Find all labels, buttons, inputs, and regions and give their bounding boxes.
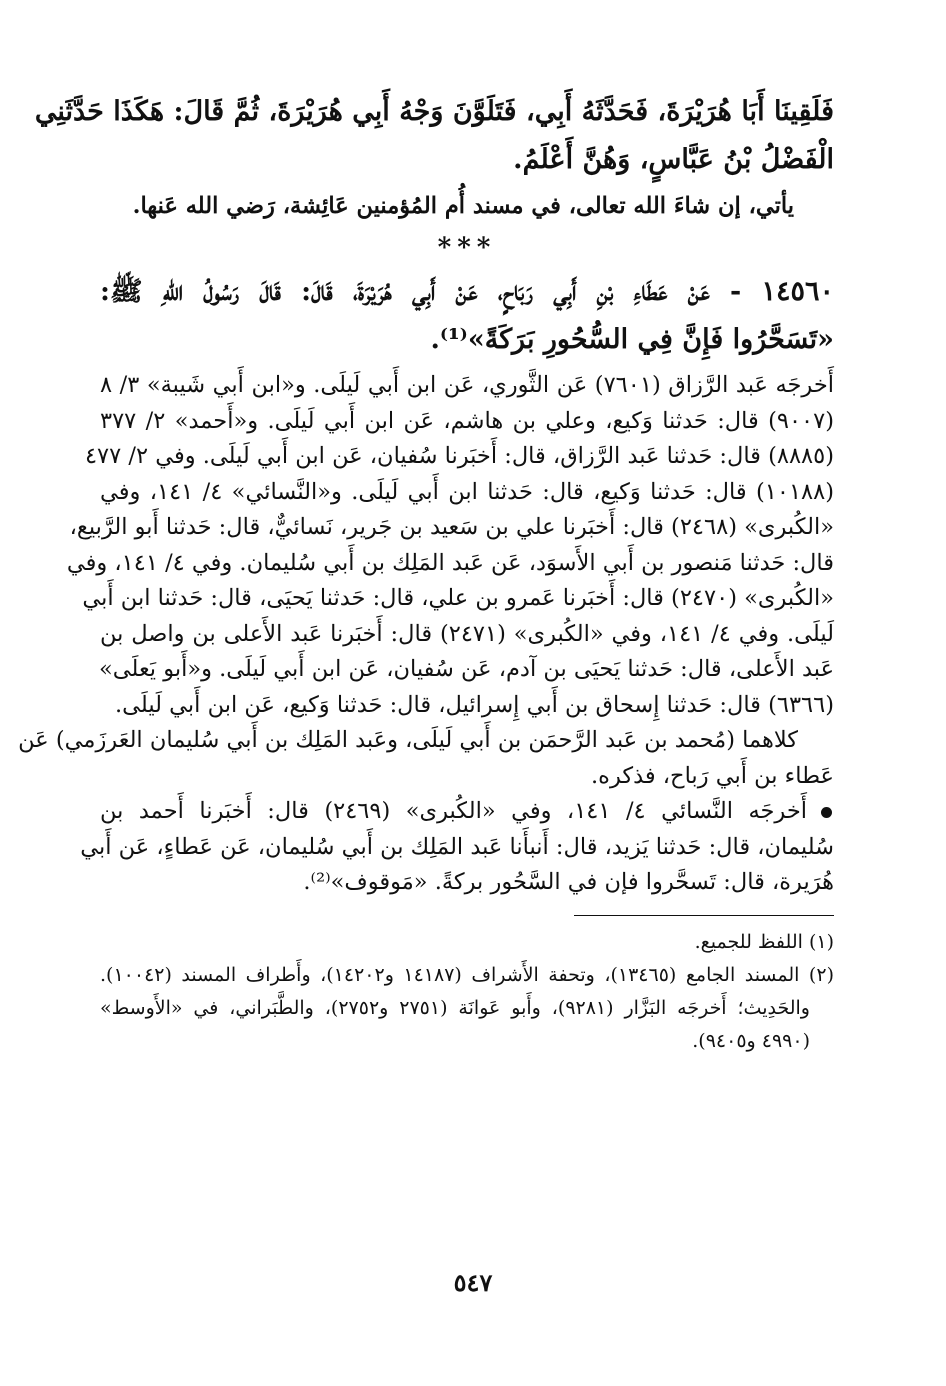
bullet-line-text: أَخرجَه النَّسائي ٤/ ١٤١، وفي «الكُبرى» (٢٤٦٩) قال: أَخبَرنا أَحمد بن <box>100 798 807 824</box>
takhrij-line: عَبد الأَعلى، قال: حَدثنا يَحيَى بن آدم، عَن سُفيان، عَن ابن أَبي لَيلَى. و«أَبو يَعلَى» <box>98 656 834 682</box>
takhrij-paragraph <box>66 368 835 723</box>
bullet-line: هُرَيرة، قال: تَسحَّروا فإن في السَّحُور بركةً. «مَوقوف»⁽²⁾. <box>303 869 834 895</box>
hadith-14560 <box>100 268 834 364</box>
takhrij-line: «الكُبرى» (٢٤٧٠) قال: أَخبَرنا عَمرو بن علي، قال: حَدثنا يَحيَى، قال: حَدثنا ابن أَبي <box>82 585 834 611</box>
takhrij-line: لَيلَى. وفي ٤/ ١٤١، وفي «الكُبرى» (٢٤٧١) قال: أَخبَرنا عَبد الأَعلى بن واصل بن <box>100 620 834 647</box>
footnote-2-line: (٢) المسند الجامع (١٣٤٦٥)، وتحفة الأَشراف (١٤١٨٧ و١٤٢٠٢)، وأَطراف المسند (١٠٠٤٢). <box>100 963 834 986</box>
takhrij-line: (٩٠٠٧) قال: حَدثنا وَكيع، وعلي بن هاشم، عَن ابن أَبي لَيلَى. و«أَحمد» ٢/ ٣٧٧ <box>100 407 835 434</box>
footnote-1: (١) اللفظ للجميع. <box>694 930 834 953</box>
bullet-paragraph <box>80 794 834 901</box>
page-number: ٥٤٧ <box>453 1268 493 1297</box>
hadith-text-line: ١٤٥٦٠ - عَنْ عَطَاءِ بْنِ أَبِي رَبَاحٍ، عَنْ أَبِي هُرَيْرَةَ، قَالَ: قَالَ رَسُولُ اللهِ ﷺ: <box>100 276 834 307</box>
bullet-icon <box>821 807 832 818</box>
section-separator-stars: *** <box>437 233 497 263</box>
hadith-text-line: الْفَضْلُ بْنُ عَبَّاسٍ، وَهُنَّ أَعْلَمُ. <box>513 144 834 175</box>
bullet-line: سُليمان، قال: حَدثنا يَزيد، قال: أَنبأَنا عَبد المَلِك بن أَبي سُليمان، عَن عَطاءٍ، عَن أَبي <box>80 833 834 860</box>
summary-paragraph <box>18 723 834 794</box>
hadith-text-line: «تَسَحَّرُوا فَإِنَّ فِي السُّحُورِ بَرَكَةً»⁽¹⁾. <box>430 324 834 355</box>
takhrij-line: قال: حَدثنا مَنصور بن أَبي الأَسوَد، عَن عَبد المَلِك بن أَبي سُليمان. وفي ٤/ ١٤١، وفي <box>66 549 834 576</box>
summary-line: عَطاء بن أَبي رَباح، فذكره. <box>591 762 834 789</box>
takhrij-line: (١٠١٨٨) قال: حَدثنا وَكيع، قال: حَدثنا ابن أَبي لَيلَى. و«النَّسائي» ٤/ ١٤١، وفي <box>100 478 834 505</box>
cross-reference-note: يأتي، إن شاءَ الله تعالى، في مسند أُم المُؤمنين عَائِشة، رَضي الله عَنها. <box>132 193 794 219</box>
takhrij-line: «الكُبرى» (٢٤٦٨) قال: أَخبَرنا علي بن سَعيد بن جَرير، نَسائيٌّ، قال: حَدثنا أَبو الرَّبيع، <box>69 514 834 540</box>
takhrij-line: (٦٣٦٦) قال: حَدثنا إِسحاق بن أَبي إِسرائيل، قال: حَدثنا وَكيع، عَن ابن أَبي لَيلَى. <box>115 691 834 718</box>
footnote-2-line: والحَدِيث؛ أَخرجَه البَزَّار (٩٢٨١)، وأَبو عَوانَة (٢٧٥١ و٢٧٥٢)، والطَّبَراني، في «الأَوسط» <box>100 996 810 1019</box>
takhrij-line: أَخرجَه عَبد الرَّزاق (٧٦٠١) عَن الثَّوري، عَن ابن أَبي لَيلَى. و«ابن أَبي شَيبة» ٣/ ٨ <box>100 372 835 398</box>
footnote-2-line: (٤٩٩٠ و٩٤٠٥). <box>692 1029 810 1052</box>
previous-hadith-ending <box>34 88 834 184</box>
footnote-separator <box>574 915 834 916</box>
takhrij-line: (٨٨٨٥) قال: حَدثنا عَبد الرَّزاق، قال: أَخبَرنا سُفيان، عَن ابن أَبي لَيلَى. وفي ٢/ ٤٧٧ <box>84 443 834 469</box>
hadith-text-line: فَلَقِينَا أَبَا هُرَيْرَةَ، فَحَدَّثَهُ أَبِي، فَتَلَوَّنَ وَجْهُ أَبِي هُرَيْرَةَ، ثُمَّ قَالَ: هَكَذَا حَدَّثَنِي <box>34 96 834 127</box>
summary-line: كلاهما (مُحمد بن عَبد الرَّحمَن بن أَبي لَيلَى، وعَبد المَلِك بن أَبي سُليمان العَرزَمي) عَن <box>18 727 798 753</box>
footnotes <box>100 926 834 1058</box>
bullet-line <box>100 794 834 830</box>
